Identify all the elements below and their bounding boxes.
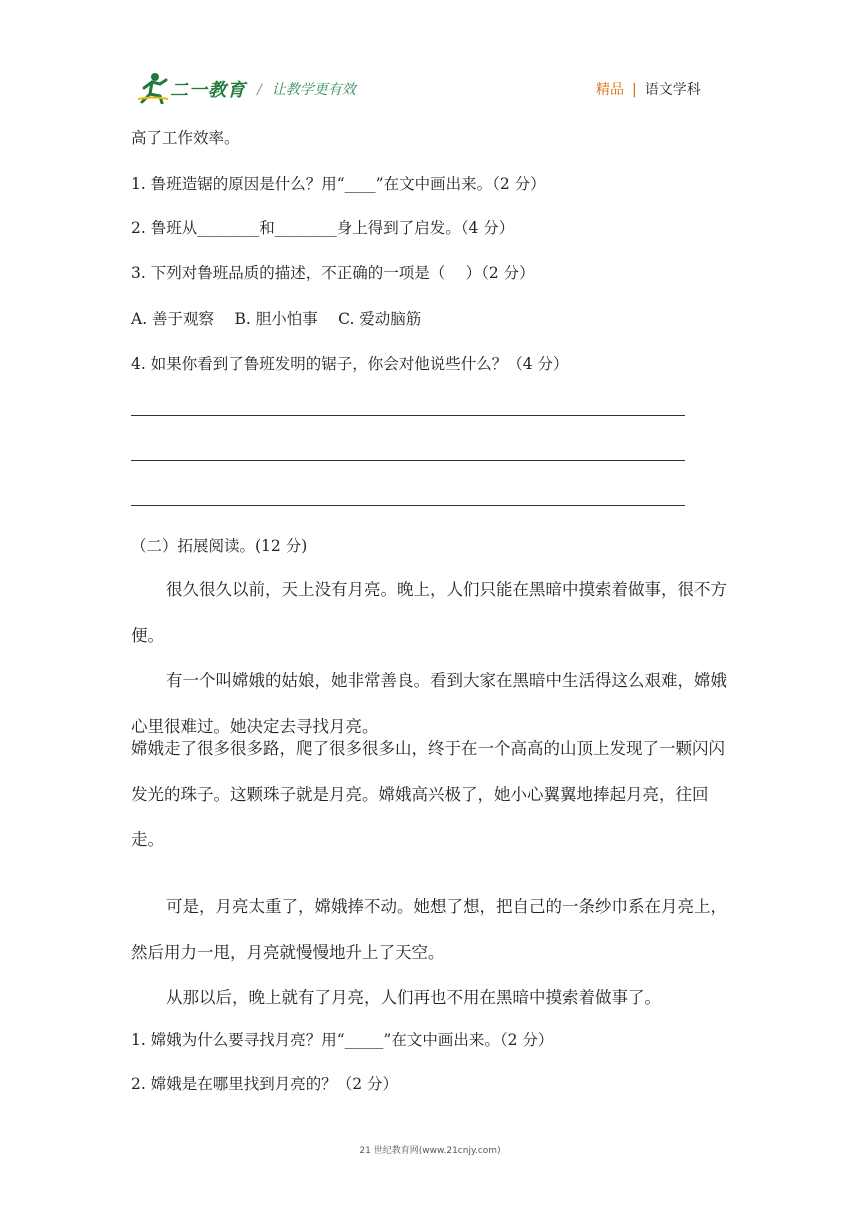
question-4: 4. 如果你看到了鲁班发明的锯子，你会对他说些什么？（4 分） bbox=[131, 355, 569, 373]
header-tags bbox=[596, 79, 701, 99]
answer-line bbox=[131, 415, 685, 416]
brand-slogan bbox=[257, 79, 356, 99]
answer-line bbox=[131, 460, 685, 461]
page-footer: 21 世纪教育网(www.21cnjy.com) bbox=[359, 1146, 501, 1156]
brand-name: 二一教育 bbox=[170, 80, 246, 101]
page-header bbox=[0, 0, 860, 110]
text-line: 高了工作效率。 bbox=[131, 129, 240, 147]
answer-line bbox=[131, 505, 685, 506]
question-2: 2. 鲁班从________和________身上得到了启发。（4 分） bbox=[131, 219, 515, 237]
subject-tag: 语文学科 bbox=[644, 82, 701, 98]
story-paragraph: 可是，月亮太重了，嫦娥捧不动。她想了想，把自己的一条纱巾系在月亮上，然后用力一甩，月亮就慢慢地升上了天空。 bbox=[131, 897, 727, 962]
question-3: 3. 下列对鲁班品质的描述，不正确的一项是（ ）（2 分） bbox=[131, 264, 535, 282]
story-paragraph: 从那以后，晚上就有了月亮，人们再也不用在黑暗中摸索着做事了。 bbox=[166, 988, 661, 1007]
section-2-question-1: 1. 嫦娥为什么要寻找月亮？用“_____”在文中画出来。（2 分） bbox=[131, 1031, 554, 1049]
slogan-separator: / bbox=[257, 82, 262, 98]
story-paragraph: 有一个叫嫦娥的姑娘，她非常善良。看到大家在黑暗中生活得这么艰难，嫦娥心里很难过。她决定去寻找月亮。 bbox=[131, 671, 727, 736]
question-1: 1. 鲁班造锯的原因是什么？用“____”在文中画出来。（2 分） bbox=[131, 175, 546, 193]
quality-tag: 精品 bbox=[596, 82, 624, 98]
question-3-options: A. 善于观察 B. 胆小怕事 C. 爱动脑筋 bbox=[131, 310, 422, 328]
story-paragraph: 很久很久以前，天上没有月亮。晚上，人们只能在黑暗中摸索着做事，很不方便。 bbox=[131, 580, 727, 645]
story-paragraph: 嫦娥走了很多很多路，爬了很多很多山，终于在一个高高的山顶上发现了一颗闪闪发光的珠子。这颗珠子就是月亮。嫦娥高兴极了，她小心翼翼地捧起月亮，往回走。 bbox=[131, 739, 725, 849]
section-2-title: （二）拓展阅读。(12 分) bbox=[131, 537, 308, 555]
slogan-text: 让教学更有效 bbox=[271, 82, 356, 98]
tag-divider: | bbox=[632, 82, 637, 98]
section-2-question-2: 2. 嫦娥是在哪里找到月亮的？（2 分） bbox=[131, 1075, 399, 1093]
